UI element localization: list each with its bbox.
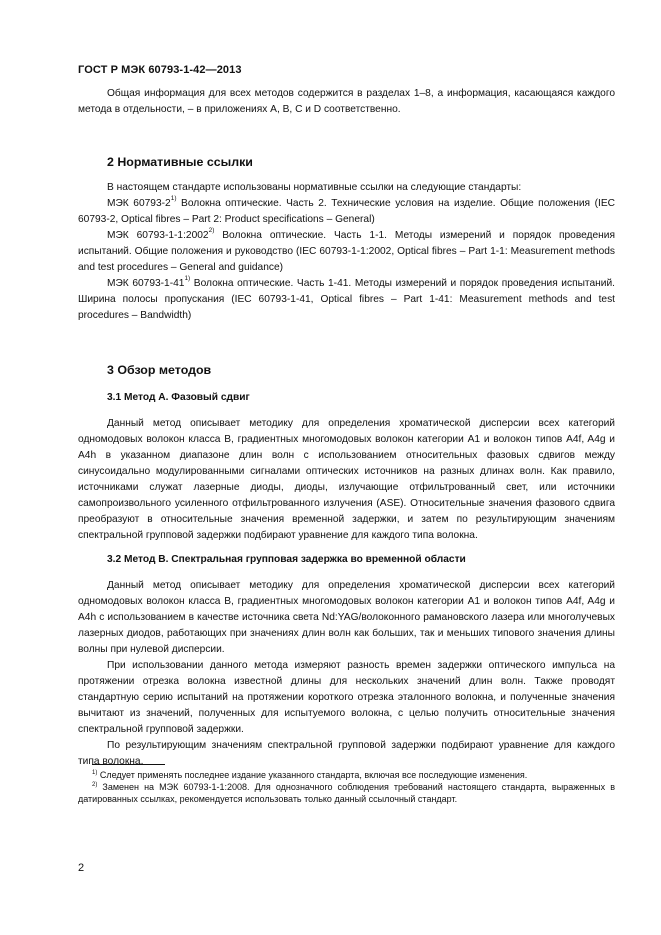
section-3-heading: 3 Обзор методов — [107, 363, 212, 377]
reference-text: Волокна оптические. Часть 1-41. Методы измерений и порядок проведения испытаний. Ширина полосы пропускания (IEC 60793-1-41, Optical fibres – Part 1-41: Measurement methods and test procedures – Bandwidth) — [78, 278, 615, 321]
reference-text: Волокна оптические. Часть 1-1. Методы измерений и порядок проведения испытаний. Общие положения и руководство (IEC 60793-1-1:2002, Optical fibres – Part 1-1: Measurement methods and test procedures – General and guidance) — [78, 230, 616, 273]
footnote-item — [78, 781, 615, 805]
footnote-mark: 1) — [184, 275, 191, 282]
document-body — [78, 86, 615, 770]
footnote-mark: 1) — [92, 770, 98, 776]
reference-code: МЭК 60793-1-41 — [107, 278, 185, 289]
footnote-text: Следует применять последнее издание указанного стандарта, включая все последующие изменения. — [97, 770, 528, 780]
section-3-1-heading: 3.1 Метод А. Фазовый сдвиг — [107, 392, 250, 403]
reference-code: МЭК 60793-2 — [107, 198, 171, 209]
section-2-lead: В настоящем стандарте использованы нормативные ссылки на следующие стандарты: — [107, 182, 522, 193]
method-b-paragraph: Данный метод описывает методику для определения хроматической дисперсии всех категорий одномодовых волокон класса B, градиентных многомодовых волокон категории A1 и волокон типов A4f, A4g и A4h с использованием в качестве источника света Nd:YAG/волоконного рамановского лазера или многолучевых лазерных диодов, работающих при значениях длин волн как больших, так и меньших типового значения длины волны при нулевой дисперсии. — [78, 580, 615, 655]
footnotes — [78, 764, 615, 805]
reference-text: Волокна оптические. Часть 2. Технические условия на изделие. Общие положения (IEC 60793-2, Optical fibres – Part 2: Product specifications – General) — [78, 198, 615, 225]
reference-code: МЭК 60793-1-1:2002 — [107, 230, 209, 241]
section-2-heading: 2 Нормативные ссылки — [107, 155, 253, 169]
reference-item — [78, 228, 615, 276]
section-3-2-heading: 3.2 Метод B. Спектральная групповая задержка во временной области — [107, 554, 466, 565]
reference-item — [78, 276, 615, 324]
method-b-paragraph: При использовании данного метода измеряют разность времен задержки оптического импульса на протяжении отрезка волокна известной длины для нескольких значений длин волн. Также проводят стандартную серию испытаний на протяжении короткого отрезка эталонного волокна, и полученные значения вычитают из значений, полученных для испытуемого волокна, с целью получить относительные значения спектральной групповой задержки. — [78, 660, 615, 735]
footnote-item — [78, 769, 615, 781]
page-number: 2 — [78, 862, 85, 874]
method-b-paragraph: По результирующим значениям спектральной групповой задержки подбирают уравнение для каждого типа волокна. — [78, 740, 615, 767]
footnote-mark: 2) — [208, 227, 215, 234]
document-id-header: ГОСТ Р МЭК 60793-1-42—2013 — [78, 64, 242, 76]
footnote-text: Заменен на МЭК 60793-1-1:2008. Для однозначного соблюдения требований настоящего стандарта, выраженных в датированных ссылках, рекомендуется использовать только данный ссылочный стандарт. — [78, 782, 615, 804]
footnote-divider — [92, 764, 165, 765]
intro-paragraph: Общая информация для всех методов содержится в разделах 1–8, а информация, касающаяся каждого метода в отдельности, – в приложениях A, B, C и D соответственно. — [78, 88, 615, 115]
footnote-mark: 1) — [170, 195, 177, 202]
footnote-mark: 2) — [92, 782, 98, 788]
reference-item — [78, 196, 615, 228]
method-a-paragraph: Данный метод описывает методику для определения хроматической дисперсии всех категорий одномодовых волокон класса B, градиентных многомодовых волокон категории A1 и волокон типов A4f, A4g и A4h в указанном диапазоне длин волн с использованием относительных фазовых сдвигов между синусоидально модулированными сигналами оптических источников на разных длинах волн. Как правило, источниками служат лазерные диоды, диоды, излучающие отфильтрованный свет, или источники самопроизвольного усиленного отфильтрованного излучения (ASE). Относительные значения фазового сдвига преобразуют в относительные значения временной задержки, и затем по результирующим значениям спектральной групповой задержки подбирают уравнение для каждого типа волокна. — [78, 418, 615, 541]
